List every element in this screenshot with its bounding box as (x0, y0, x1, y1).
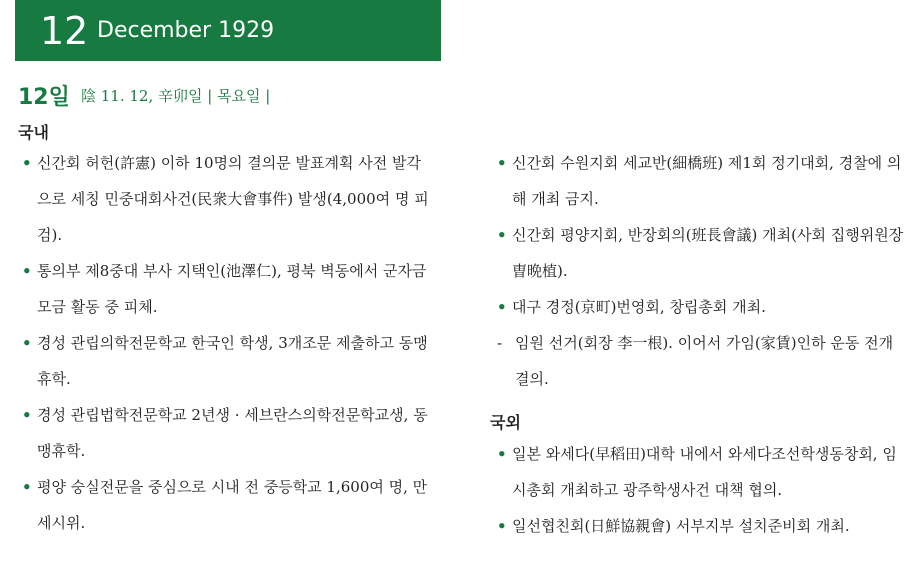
list-item-text: 경성 관립법학전문학교 2년생 · 세브란스의학전문학교생, 동맹휴학. (37, 406, 428, 460)
domestic-list-right (497, 145, 907, 397)
bullet-icon: • (22, 406, 32, 424)
date-banner (15, 0, 441, 61)
sub-list-item-text: 임원 선거(회장 李一根). 이어서 가임(家賃)인하 운동 전개 결의. (515, 334, 894, 388)
bullet-icon: • (497, 226, 507, 244)
list-item-text: 신간회 수원지회 세교반(細橋班) 제1회 정기대회, 경찰에 의해 개최 금지. (512, 154, 902, 208)
day-label: 12일 (18, 85, 70, 110)
bullet-icon: • (497, 154, 507, 172)
list-item (497, 217, 907, 289)
overseas-heading: 국외 (490, 413, 521, 432)
overseas-list (497, 436, 907, 544)
banner-month-year: December 1929 (97, 18, 275, 43)
dash-icon: - (497, 334, 503, 352)
lunar-date: 陰 11. 12, 辛卯일 | 목요일 | (80, 87, 271, 105)
list-item (22, 253, 434, 325)
list-item-text: 경성 관립의학전문학교 한국인 학생, 3개조문 제출하고 동맹휴학. (37, 334, 428, 388)
banner-day-number: 12 (40, 9, 89, 53)
list-item-text: 평양 숭실전문을 중심으로 시내 전 중등학교 1,600여 명, 만세시위. (37, 478, 428, 532)
list-item (497, 508, 907, 544)
domestic-heading: 국내 (18, 123, 49, 142)
list-item (497, 436, 907, 508)
list-item-text: 통의부 제8중대 부사 지택인(池澤仁), 평북 벽동에서 군자금 모금 활동 중 피체. (37, 262, 427, 316)
list-item-text: 신간회 평양지회, 반장회의(班長會議) 개최(사회 집행위원장 曺晩植). (512, 226, 904, 280)
bullet-icon: • (22, 154, 32, 172)
list-item (497, 145, 907, 217)
list-item-text: 대구 경정(京町)번영회, 창립총회 개최. (512, 298, 766, 316)
bullet-icon: • (497, 445, 507, 463)
bullet-icon: • (22, 334, 32, 352)
list-item-text: 일본 와세다(早稻田)대학 내에서 와세다조선학생동창회, 임시총회 개최하고 광주학생사건 대책 협의. (512, 445, 897, 499)
bullet-icon: • (497, 298, 507, 316)
list-item (22, 397, 434, 469)
list-item-text: 신간회 허헌(許憲) 이하 10명의 결의문 발표계획 사전 발각으로 세칭 민중대회사건(民衆大會事件) 발생(4,000여 명 피검). (37, 154, 429, 244)
sub-list-item (497, 325, 907, 397)
bullet-icon: • (497, 517, 507, 535)
day-line (18, 80, 270, 110)
list-item (497, 289, 907, 325)
list-item (22, 469, 434, 541)
list-item (22, 325, 434, 397)
bullet-icon: • (22, 478, 32, 496)
list-item-text: 일선협친회(日鮮協親會) 서부지부 설치준비회 개최. (512, 517, 850, 535)
bullet-icon: • (22, 262, 32, 280)
list-item (22, 145, 434, 253)
domestic-list-left (22, 145, 434, 541)
